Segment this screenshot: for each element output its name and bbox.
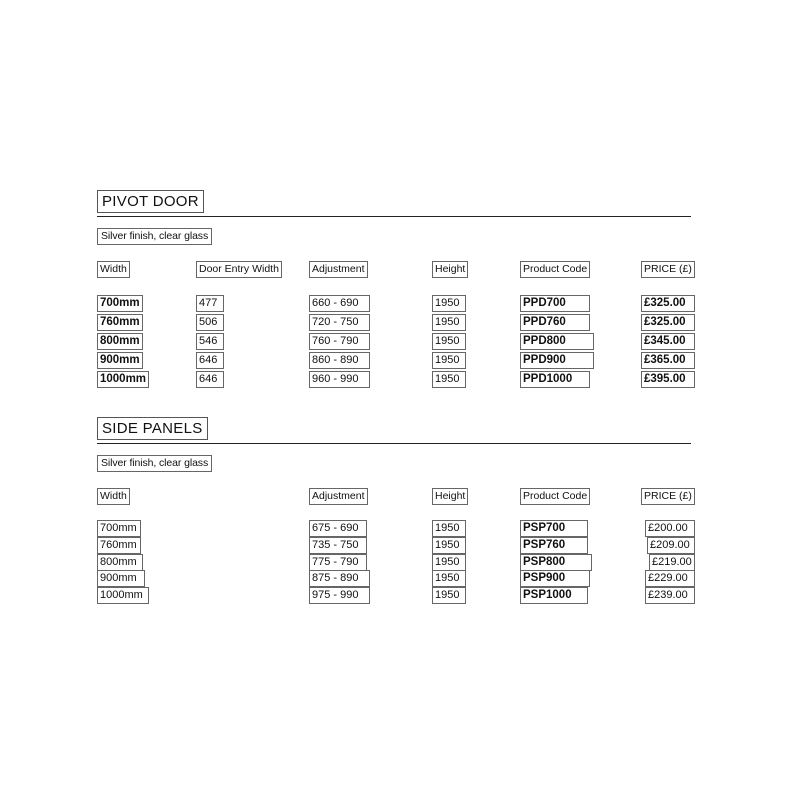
pivot-cell-adjustment: 660 - 690 bbox=[309, 295, 370, 312]
side-cell-price: £229.00 bbox=[645, 570, 695, 587]
pivot-cell-product-code: PPD800 bbox=[520, 333, 594, 350]
side-cell-height: 1950 bbox=[432, 520, 466, 537]
side-cell-product-code: PSP760 bbox=[520, 537, 588, 554]
side-cell-width: 900mm bbox=[97, 570, 145, 587]
pivot-cell-width: 700mm bbox=[97, 295, 143, 312]
side-header-product-code: Product Code bbox=[520, 488, 590, 505]
pivot-cell-product-code: PPD900 bbox=[520, 352, 594, 369]
side-cell-adjustment: 875 - 890 bbox=[309, 570, 370, 587]
pivot-cell-price: £395.00 bbox=[641, 371, 695, 388]
side-cell-price: £209.00 bbox=[647, 537, 695, 554]
pivot-header-price: PRICE (£) bbox=[641, 261, 695, 278]
side-header-price: PRICE (£) bbox=[641, 488, 695, 505]
pivot-cell-height: 1950 bbox=[432, 333, 466, 350]
pivot-header-width: Width bbox=[97, 261, 130, 278]
side-panels-subtitle: Silver finish, clear glass bbox=[97, 455, 212, 472]
side-cell-product-code: PSP700 bbox=[520, 520, 588, 537]
side-cell-height: 1950 bbox=[432, 587, 466, 604]
pivot-cell-price: £325.00 bbox=[641, 314, 695, 331]
pivot-cell-width: 1000mm bbox=[97, 371, 149, 388]
pivot-cell-entry-width: 646 bbox=[196, 352, 224, 369]
side-cell-width: 760mm bbox=[97, 537, 141, 554]
side-cell-product-code: PSP800 bbox=[520, 554, 592, 571]
pivot-cell-entry-width: 546 bbox=[196, 333, 224, 350]
pivot-cell-entry-width: 646 bbox=[196, 371, 224, 388]
side-cell-adjustment: 735 - 750 bbox=[309, 537, 367, 554]
side-header-height: Height bbox=[432, 488, 468, 505]
side-cell-adjustment: 775 - 790 bbox=[309, 554, 367, 571]
pivot-cell-height: 1950 bbox=[432, 314, 466, 331]
pivot-cell-product-code: PPD1000 bbox=[520, 371, 590, 388]
pivot-header-entry-width: Door Entry Width bbox=[196, 261, 282, 278]
side-cell-width: 800mm bbox=[97, 554, 143, 571]
side-cell-width: 700mm bbox=[97, 520, 141, 537]
side-cell-price: £200.00 bbox=[645, 520, 695, 537]
pivot-cell-width: 760mm bbox=[97, 314, 143, 331]
pivot-cell-adjustment: 720 - 750 bbox=[309, 314, 370, 331]
pivot-cell-price: £365.00 bbox=[641, 352, 695, 369]
pivot-cell-height: 1950 bbox=[432, 371, 466, 388]
pivot-door-title: PIVOT DOOR bbox=[97, 190, 204, 213]
side-header-width: Width bbox=[97, 488, 130, 505]
side-cell-product-code: PSP900 bbox=[520, 570, 590, 587]
pivot-cell-entry-width: 506 bbox=[196, 314, 224, 331]
side-cell-price: £219.00 bbox=[649, 554, 695, 571]
side-panels-title: SIDE PANELS bbox=[97, 417, 208, 440]
pivot-cell-height: 1950 bbox=[432, 295, 466, 312]
pivot-cell-product-code: PPD760 bbox=[520, 314, 590, 331]
pivot-cell-width: 900mm bbox=[97, 352, 143, 369]
pivot-cell-adjustment: 760 - 790 bbox=[309, 333, 370, 350]
pivot-cell-width: 800mm bbox=[97, 333, 143, 350]
side-cell-product-code: PSP1000 bbox=[520, 587, 588, 604]
side-cell-price: £239.00 bbox=[645, 587, 695, 604]
pivot-cell-height: 1950 bbox=[432, 352, 466, 369]
side-header-adjustment: Adjustment bbox=[309, 488, 368, 505]
pivot-cell-adjustment: 860 - 890 bbox=[309, 352, 370, 369]
side-cell-adjustment: 675 - 690 bbox=[309, 520, 367, 537]
pivot-header-adjustment: Adjustment bbox=[309, 261, 368, 278]
pivot-header-height: Height bbox=[432, 261, 468, 278]
pivot-cell-adjustment: 960 - 990 bbox=[309, 371, 370, 388]
side-panels-divider bbox=[97, 443, 691, 444]
pivot-header-product-code: Product Code bbox=[520, 261, 590, 278]
pivot-cell-price: £325.00 bbox=[641, 295, 695, 312]
side-cell-height: 1950 bbox=[432, 537, 466, 554]
side-cell-adjustment: 975 - 990 bbox=[309, 587, 370, 604]
side-cell-height: 1950 bbox=[432, 554, 466, 571]
side-cell-height: 1950 bbox=[432, 570, 466, 587]
pivot-cell-price: £345.00 bbox=[641, 333, 695, 350]
pivot-cell-product-code: PPD700 bbox=[520, 295, 590, 312]
pivot-cell-entry-width: 477 bbox=[196, 295, 224, 312]
pivot-door-divider bbox=[97, 216, 691, 217]
side-cell-width: 1000mm bbox=[97, 587, 149, 604]
pivot-door-subtitle: Silver finish, clear glass bbox=[97, 228, 212, 245]
